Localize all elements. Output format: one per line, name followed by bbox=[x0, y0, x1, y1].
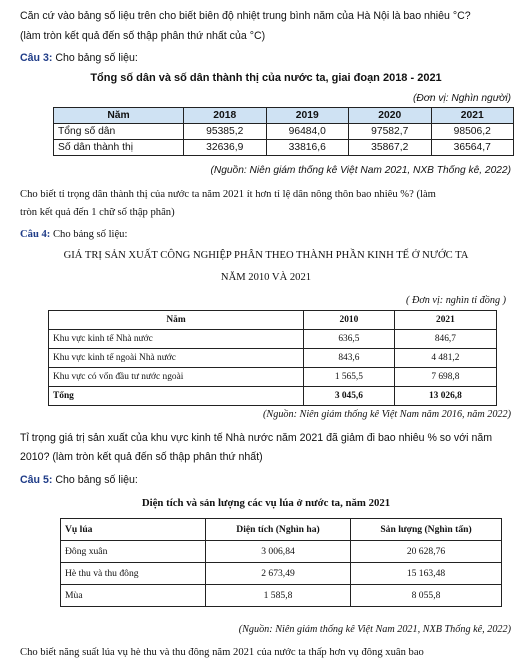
table-row bbox=[49, 330, 497, 349]
table-cell: 97582,7 bbox=[349, 124, 432, 140]
table-cell: 95385,2 bbox=[184, 124, 267, 140]
column-header: 2020 bbox=[349, 108, 432, 124]
table-cell: 8 055,8 bbox=[351, 585, 502, 607]
table-cell: 2 673,49 bbox=[206, 563, 351, 585]
q3-table-title: Tổng số dân và số dân thành thị của nước ta, giai đoạn 2018 - 2021 bbox=[90, 72, 442, 84]
q4-question-line-2: 2010? (làm tròn kết quả đến số thập phân thứ nhất) bbox=[20, 451, 263, 463]
q3-intro: Cho bảng số liệu: bbox=[55, 52, 138, 64]
column-header: 2018 bbox=[184, 108, 267, 124]
row-label: Khu vực kinh tế Nhà nước bbox=[49, 330, 304, 349]
row-label: Tổng số dân bbox=[54, 124, 184, 140]
table-row bbox=[49, 349, 497, 368]
table-row bbox=[61, 585, 502, 607]
q5-intro: Cho bảng số liệu: bbox=[55, 474, 138, 486]
q3-question-line-2: tròn kết quả đến 1 chữ số thập phân) bbox=[20, 207, 175, 218]
table-cell: 20 628,76 bbox=[351, 541, 502, 563]
q5-label: Câu 5: bbox=[20, 474, 53, 486]
total-cell: 13 026,8 bbox=[394, 387, 496, 406]
column-header: 2021 bbox=[431, 108, 514, 124]
table-total-row bbox=[49, 387, 497, 406]
q4-unit: ( Đơn vị: nghìn tỉ đồng ) bbox=[406, 295, 506, 306]
table-cell: 1 585,8 bbox=[206, 585, 351, 607]
row-label: Khu vực có vốn đầu tư nước ngoài bbox=[49, 368, 304, 387]
q3-heading bbox=[20, 52, 138, 65]
total-cell: 3 045,6 bbox=[304, 387, 395, 406]
column-header: Sản lượng (Nghìn tấn) bbox=[351, 519, 502, 541]
table-header-row bbox=[54, 108, 514, 124]
row-label: Hè thu và thu đông bbox=[61, 563, 206, 585]
row-label: Đông xuân bbox=[61, 541, 206, 563]
total-label: Tổng bbox=[49, 387, 304, 406]
q5-source: (Nguồn: Niên giám thống kê Việt Nam 2021, NXB Thống kê, 2022) bbox=[238, 624, 511, 635]
table-cell: 3 006,84 bbox=[206, 541, 351, 563]
table-cell: 4 481,2 bbox=[394, 349, 496, 368]
q4-table-title-line-1: GIÁ TRỊ SẢN XUẤT CÔNG NGHIỆP PHÂN THEO THÀNH PHẦN KINH TẾ Ở NƯỚC TA bbox=[63, 250, 469, 261]
table-row bbox=[61, 541, 502, 563]
table-cell: 846,7 bbox=[394, 330, 496, 349]
table-row bbox=[54, 140, 514, 156]
table-cell: 636,5 bbox=[304, 330, 395, 349]
q4-data-table bbox=[48, 310, 497, 406]
table-cell: 1 565,5 bbox=[304, 368, 395, 387]
q4-intro: Cho bảng số liệu: bbox=[52, 229, 128, 240]
table-cell: 32636,9 bbox=[184, 140, 267, 156]
q5-question-line-1: Cho biết năng suất lúa vụ hè thu và thu đông năm 2021 của nước ta thấp hơn vụ đông xuân bao bbox=[20, 647, 424, 658]
column-header: Diện tích (Nghìn ha) bbox=[206, 519, 351, 541]
intro-line-2: (làm tròn kết quả đến số thập phân thứ nhất của °C) bbox=[20, 30, 266, 42]
column-header: Vụ lúa bbox=[61, 519, 206, 541]
table-cell: 843,6 bbox=[304, 349, 395, 368]
table-cell: 7 698,8 bbox=[394, 368, 496, 387]
table-cell: 35867,2 bbox=[349, 140, 432, 156]
table-cell: 36564,7 bbox=[431, 140, 514, 156]
table-cell: 15 163,48 bbox=[351, 563, 502, 585]
row-label: Mùa bbox=[61, 585, 206, 607]
q4-heading bbox=[20, 228, 127, 241]
column-header: Năm bbox=[49, 311, 304, 330]
q3-data-table bbox=[53, 107, 514, 156]
q4-table-title-line-2: NĂM 2010 VÀ 2021 bbox=[220, 272, 312, 283]
column-header: 2021 bbox=[394, 311, 496, 330]
q3-label: Câu 3: bbox=[20, 52, 53, 64]
table-header-row bbox=[49, 311, 497, 330]
row-label: Số dân thành thị bbox=[54, 140, 184, 156]
intro-line-1: Căn cứ vào bảng số liệu trên cho biết biên độ nhiệt trung bình năm của Hà Nội là bao nhiêu °C? bbox=[20, 10, 471, 22]
q5-data-table bbox=[60, 518, 502, 607]
column-header: Năm bbox=[54, 108, 184, 124]
q3-unit: (Đơn vị: Nghìn người) bbox=[412, 93, 511, 104]
q5-table-title: Diện tích và sản lượng các vụ lúa ở nước ta, năm 2021 bbox=[141, 497, 391, 509]
q3-question-line-1: Cho biết tỉ trọng dân thành thị của nước ta năm 2021 ít hơn tỉ lệ dân nông thôn bao nhiêu %? (làm bbox=[20, 189, 436, 200]
table-row bbox=[54, 124, 514, 140]
table-cell: 33816,6 bbox=[266, 140, 349, 156]
q5-heading bbox=[20, 474, 138, 487]
q4-label: Câu 4: bbox=[20, 229, 51, 240]
column-header: 2010 bbox=[304, 311, 395, 330]
table-cell: 96484,0 bbox=[266, 124, 349, 140]
table-row bbox=[49, 368, 497, 387]
table-header-row bbox=[61, 519, 502, 541]
q4-source: (Nguồn: Niên giám thống kê Việt Nam năm 2016, năm 2022) bbox=[263, 409, 511, 420]
q4-question-line-1: Tỉ trọng giá trị sản xuất của khu vực kinh tế Nhà nước năm 2021 đã giảm đi bao nhiêu % so với năm bbox=[20, 432, 493, 444]
q3-source: (Nguồn: Niên giám thống kê Việt Nam 2021, NXB Thống kê, 2022) bbox=[210, 165, 511, 176]
table-cell: 98506,2 bbox=[431, 124, 514, 140]
column-header: 2019 bbox=[266, 108, 349, 124]
table-row bbox=[61, 563, 502, 585]
row-label: Khu vực kinh tế ngoài Nhà nước bbox=[49, 349, 304, 368]
